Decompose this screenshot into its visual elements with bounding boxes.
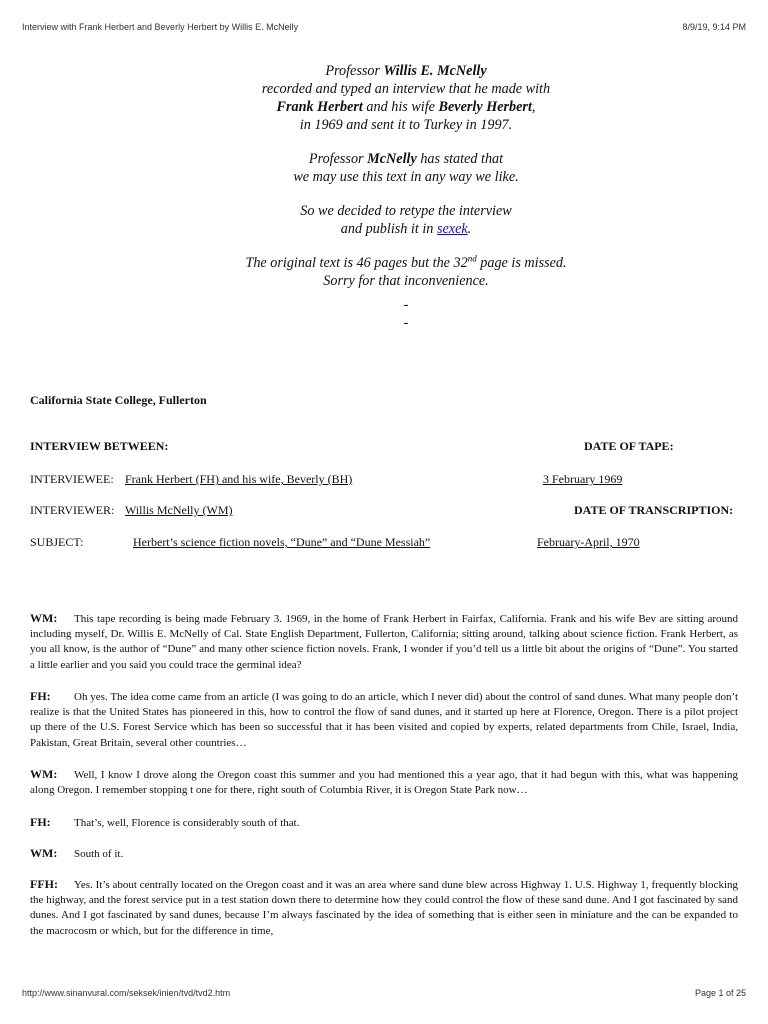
- date-of-transcription-value: February-April, 1970: [537, 535, 640, 549]
- date-of-transcription-label: DATE OF TRANSCRIPTION:: [574, 503, 734, 517]
- meta-row: [30, 535, 738, 551]
- dialogue-paragraph: [30, 611, 738, 673]
- institution-heading: California State College, Fullerton: [30, 393, 207, 407]
- intro-line: we may use this text in any way we like.: [293, 169, 519, 185]
- intro-line: and publish it in sexek.: [340, 221, 472, 237]
- intro-block: [100, 62, 712, 332]
- dialogue-paragraph: [30, 767, 738, 798]
- meta-row: [30, 439, 738, 455]
- intro-line: So we decided to retype the interview: [300, 203, 512, 219]
- subject-label: SUBJECT:: [30, 535, 84, 549]
- interviewer-value: Willis McNelly (WM): [125, 503, 233, 517]
- page-url: http://www.sinanvural.com/seksek/inien/tvd/tvd2.htm: [22, 988, 231, 998]
- date-of-tape-label: DATE OF TAPE:: [584, 439, 674, 453]
- intro-line: Sorry for that inconvenience.: [323, 273, 489, 289]
- intro-line: in 1969 and sent it to Turkey in 1997.: [299, 117, 513, 133]
- print-datetime: 8/9/19, 9:14 PM: [682, 22, 746, 32]
- browser-footer: [22, 988, 746, 998]
- intro-line: Professor Willis E. McNelly: [325, 63, 487, 79]
- separator-dash: -: [403, 315, 409, 331]
- intro-line: The original text is 46 pages but the 32nd page is missed.: [245, 253, 567, 271]
- dialogue-text: Oh yes. The idea come came from an article (I was going to do an article, which I never did) about the control of sand dunes. What many people don’t realize is that the United States has pioneered in this, how to control the flow of sand dunes, and it started up here at Florence, Oregon. There is a pilot project up there of the U.S. Forest Service which has been so successful that it has been visited and copied by experts, related departments from Chile, Israel, India, Pakistan, Great Britain, several other countries…: [30, 691, 738, 749]
- separator-dash: -: [403, 297, 409, 313]
- meta-row: [30, 472, 738, 488]
- speaker-label: FH:: [30, 815, 51, 829]
- speaker-label: WM:: [30, 846, 58, 860]
- speaker-label: WM:: [30, 611, 58, 625]
- interviewer-label: INTERVIEWER:: [30, 503, 115, 517]
- speaker-label: FH:: [30, 689, 51, 703]
- dialogue-text: This tape recording is being made February 3. 1969, in the home of Frank Herbert in Fairfax, California. Frank and his wife Bev are sitting around including myself, Dr. Willis E. McNelly of Cal. State English Department, Fullerton, California; sitting around, talking about science fiction. Frank Herbert, as you all know, is the author of “Dune” and many other science fiction novels. Frank, I wonder if you’d tell us a little bit about the origins of “Dune”. You started a little earlier and you said you could trace the germinal idea?: [30, 613, 738, 671]
- dialogue-text: That’s, well, Florence is considerably south of that.: [74, 817, 300, 829]
- interviewee-value: Frank Herbert (FH) and his wife, Beverly (BH): [125, 472, 353, 486]
- dialogue-paragraph: [30, 846, 738, 862]
- intro-line: recorded and typed an interview that he made with: [261, 81, 551, 97]
- interview-between-label: INTERVIEW BETWEEN:: [30, 439, 169, 453]
- intro-line: Frank Herbert and his wife Beverly Herbert,: [276, 99, 536, 115]
- sexek-link[interactable]: sexek: [436, 221, 468, 237]
- speaker-label: FFH:: [30, 877, 58, 891]
- intro-line: Professor McNelly has stated that: [308, 151, 504, 167]
- dialogue-text: Yes. It’s about centrally located on the Oregon coast and it was an area where sand dune blew across Highway 1. U.S. Highway 1, frequently blocking the highway, and the forest service put in a test station down there to determine how they could control the flow of these sand dune. And I got fascinated by sand dunes. And I got fascinated by sand dunes, because I’m always fascinated by the idea of something that is either seen in miniature and the can be expanded to the macrocosm or which, but for the difference in time,: [30, 879, 738, 937]
- dialogue-paragraph: [30, 815, 738, 831]
- dialogue-text: South of it.: [74, 848, 124, 860]
- browser-header: [22, 22, 746, 32]
- date-of-tape-value: 3 February 1969: [543, 472, 623, 486]
- subject-value: Herbert’s science fiction novels, “Dune” and “Dune Messiah”: [133, 535, 431, 549]
- dialogue-paragraph: [30, 877, 738, 939]
- dialogue-paragraph: [30, 689, 738, 751]
- document-title: Interview with Frank Herbert and Beverly Herbert by Willis E. McNelly: [22, 22, 299, 32]
- dialogue-text: Well, I know I drove along the Oregon coast this summer and you had mentioned this a year ago, that it had begun with this, what was happening along Oregon. I remember stopping t one for there, right south of Columbia River, it is Oregon State Park now…: [30, 769, 738, 797]
- meta-row: [30, 503, 738, 519]
- interviewee-label: INTERVIEWEE:: [30, 472, 114, 486]
- speaker-label: WM:: [30, 767, 58, 781]
- page-number: Page 1 of 25: [694, 988, 746, 998]
